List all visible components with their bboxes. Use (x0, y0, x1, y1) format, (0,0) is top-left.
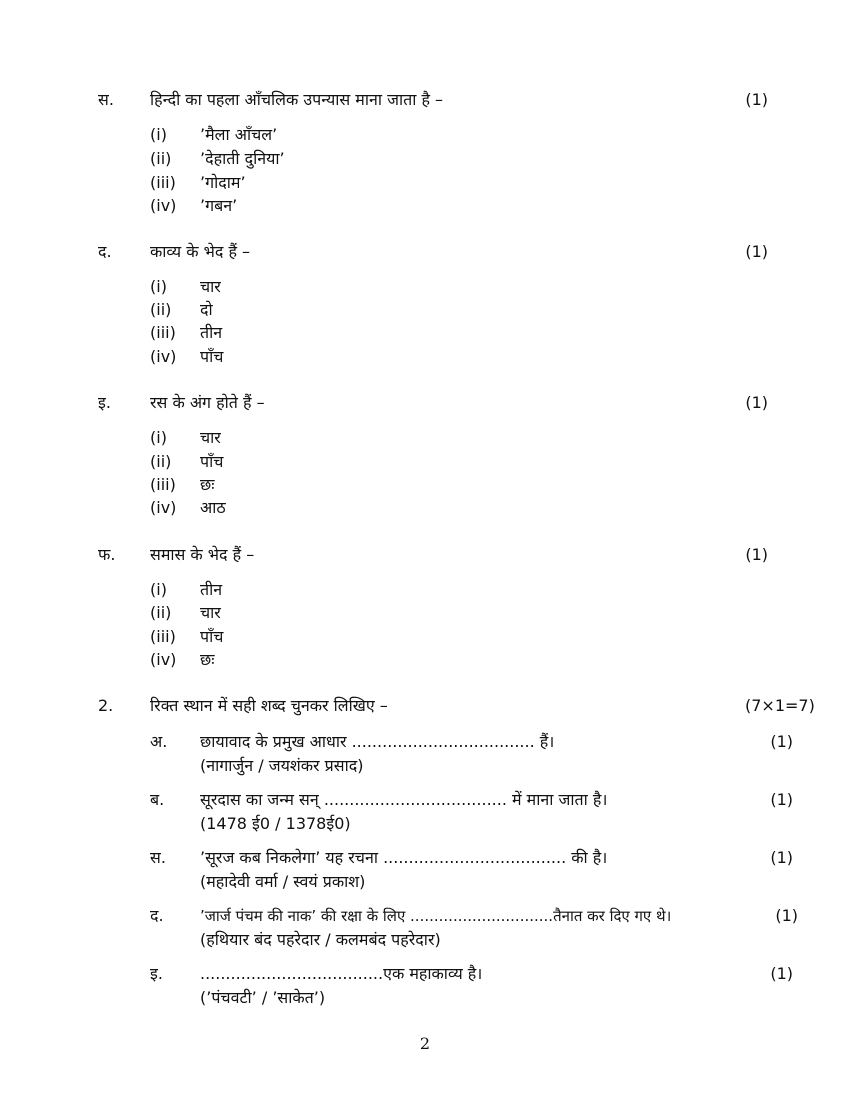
option-number: (iv) (150, 347, 177, 366)
option-number: (iii) (150, 627, 176, 646)
question-instruction: रिक्त स्थान में सही शब्द चुनकर लिखिए – (150, 696, 388, 715)
option-number: (i) (150, 125, 167, 144)
page-number: 2 (419, 1034, 431, 1053)
fill-item-choices: (1478 ई0 / 1378ई0) (200, 814, 351, 833)
option-text: ’गोदाम’ (200, 173, 246, 192)
fill-item-text: ’जार्ज पंचम की नाक’ की रक्षा के लिए ..............................तैनात कर दिए गए थे। (200, 907, 672, 925)
option-number: (iii) (150, 173, 176, 192)
option-text: पाँच (200, 452, 224, 471)
option-text: ’देहाती दुनिया’ (200, 149, 285, 168)
fill-item-text: छायावाद के प्रमुख आधार .................................... हैं। (200, 732, 555, 751)
option-number: (iii) (150, 475, 176, 494)
fill-item-text: ’सूरज कब निकलेगा’ यह रचना .................................... की है। (200, 848, 608, 867)
option-text: चार (200, 428, 221, 447)
fill-item-label: द. (150, 906, 164, 925)
option-number: (ii) (150, 149, 172, 168)
fill-item-text: ....................................एक महाकाव्य है। (200, 964, 483, 983)
fill-item-label: इ. (150, 964, 163, 983)
fill-item-marks: (1) (770, 848, 793, 867)
option-text: ’गबन’ (200, 196, 238, 215)
option-number: (iv) (150, 498, 177, 517)
fill-item-choices: (महादेवी वर्मा / स्वयं प्रकाश) (200, 872, 366, 891)
option-number: (i) (150, 428, 167, 447)
question-number: 2. (98, 696, 114, 715)
option-text: आठ (200, 498, 226, 517)
fill-item-label: ब. (150, 790, 165, 809)
option-number: (i) (150, 277, 167, 296)
fill-item-marks: (1) (770, 732, 793, 751)
question-marks: (7×1=7) (745, 696, 815, 715)
fill-item-marks: (1) (775, 906, 798, 925)
option-text: चार (200, 277, 221, 296)
fill-item-label: अ. (150, 732, 168, 751)
option-text: ’मैला आँचल’ (200, 125, 278, 144)
option-text: पाँच (200, 347, 224, 366)
option-number: (iv) (150, 650, 177, 669)
option-number: (ii) (150, 603, 172, 622)
option-number: (ii) (150, 300, 172, 319)
question-text: काव्य के भेद हैं – (150, 242, 251, 261)
question-label: स. (98, 90, 114, 109)
option-text: छः (200, 650, 215, 669)
fill-item-marks: (1) (770, 964, 793, 983)
question-label: द. (98, 242, 112, 261)
fill-item-marks: (1) (770, 790, 793, 809)
question-marks: (1) (745, 242, 768, 261)
question-label: इ. (98, 393, 111, 412)
option-number: (ii) (150, 452, 172, 471)
fill-item-text: सूरदास का जन्म सन् .................................... में माना जाता है। (200, 790, 608, 809)
option-text: दो (200, 300, 213, 319)
option-text: चार (200, 603, 221, 622)
question-text: हिन्दी का पहला आँचलिक उपन्यास माना जाता है – (150, 90, 444, 109)
option-text: छः (200, 475, 215, 494)
question-marks: (1) (745, 393, 768, 412)
option-number: (iii) (150, 323, 176, 342)
question-marks: (1) (745, 545, 768, 564)
question-text: समास के भेद हैं – (150, 545, 255, 564)
fill-item-choices: (नागार्जुन / जयशंकर प्रसाद) (200, 756, 364, 775)
option-number: (iv) (150, 196, 177, 215)
question-label: फ. (98, 545, 116, 564)
question-marks: (1) (745, 90, 768, 109)
option-text: तीन (200, 580, 223, 599)
option-text: पाँच (200, 627, 224, 646)
fill-item-choices: (’पंचवटी’ / ’साकेत’) (200, 988, 326, 1007)
fill-item-choices: (हथियार बंद पहरेदार / कलमबंद पहरेदार) (200, 930, 441, 949)
option-text: तीन (200, 323, 223, 342)
option-number: (i) (150, 580, 167, 599)
fill-item-label: स. (150, 848, 166, 867)
question-text: रस के अंग होते हैं – (150, 393, 265, 412)
